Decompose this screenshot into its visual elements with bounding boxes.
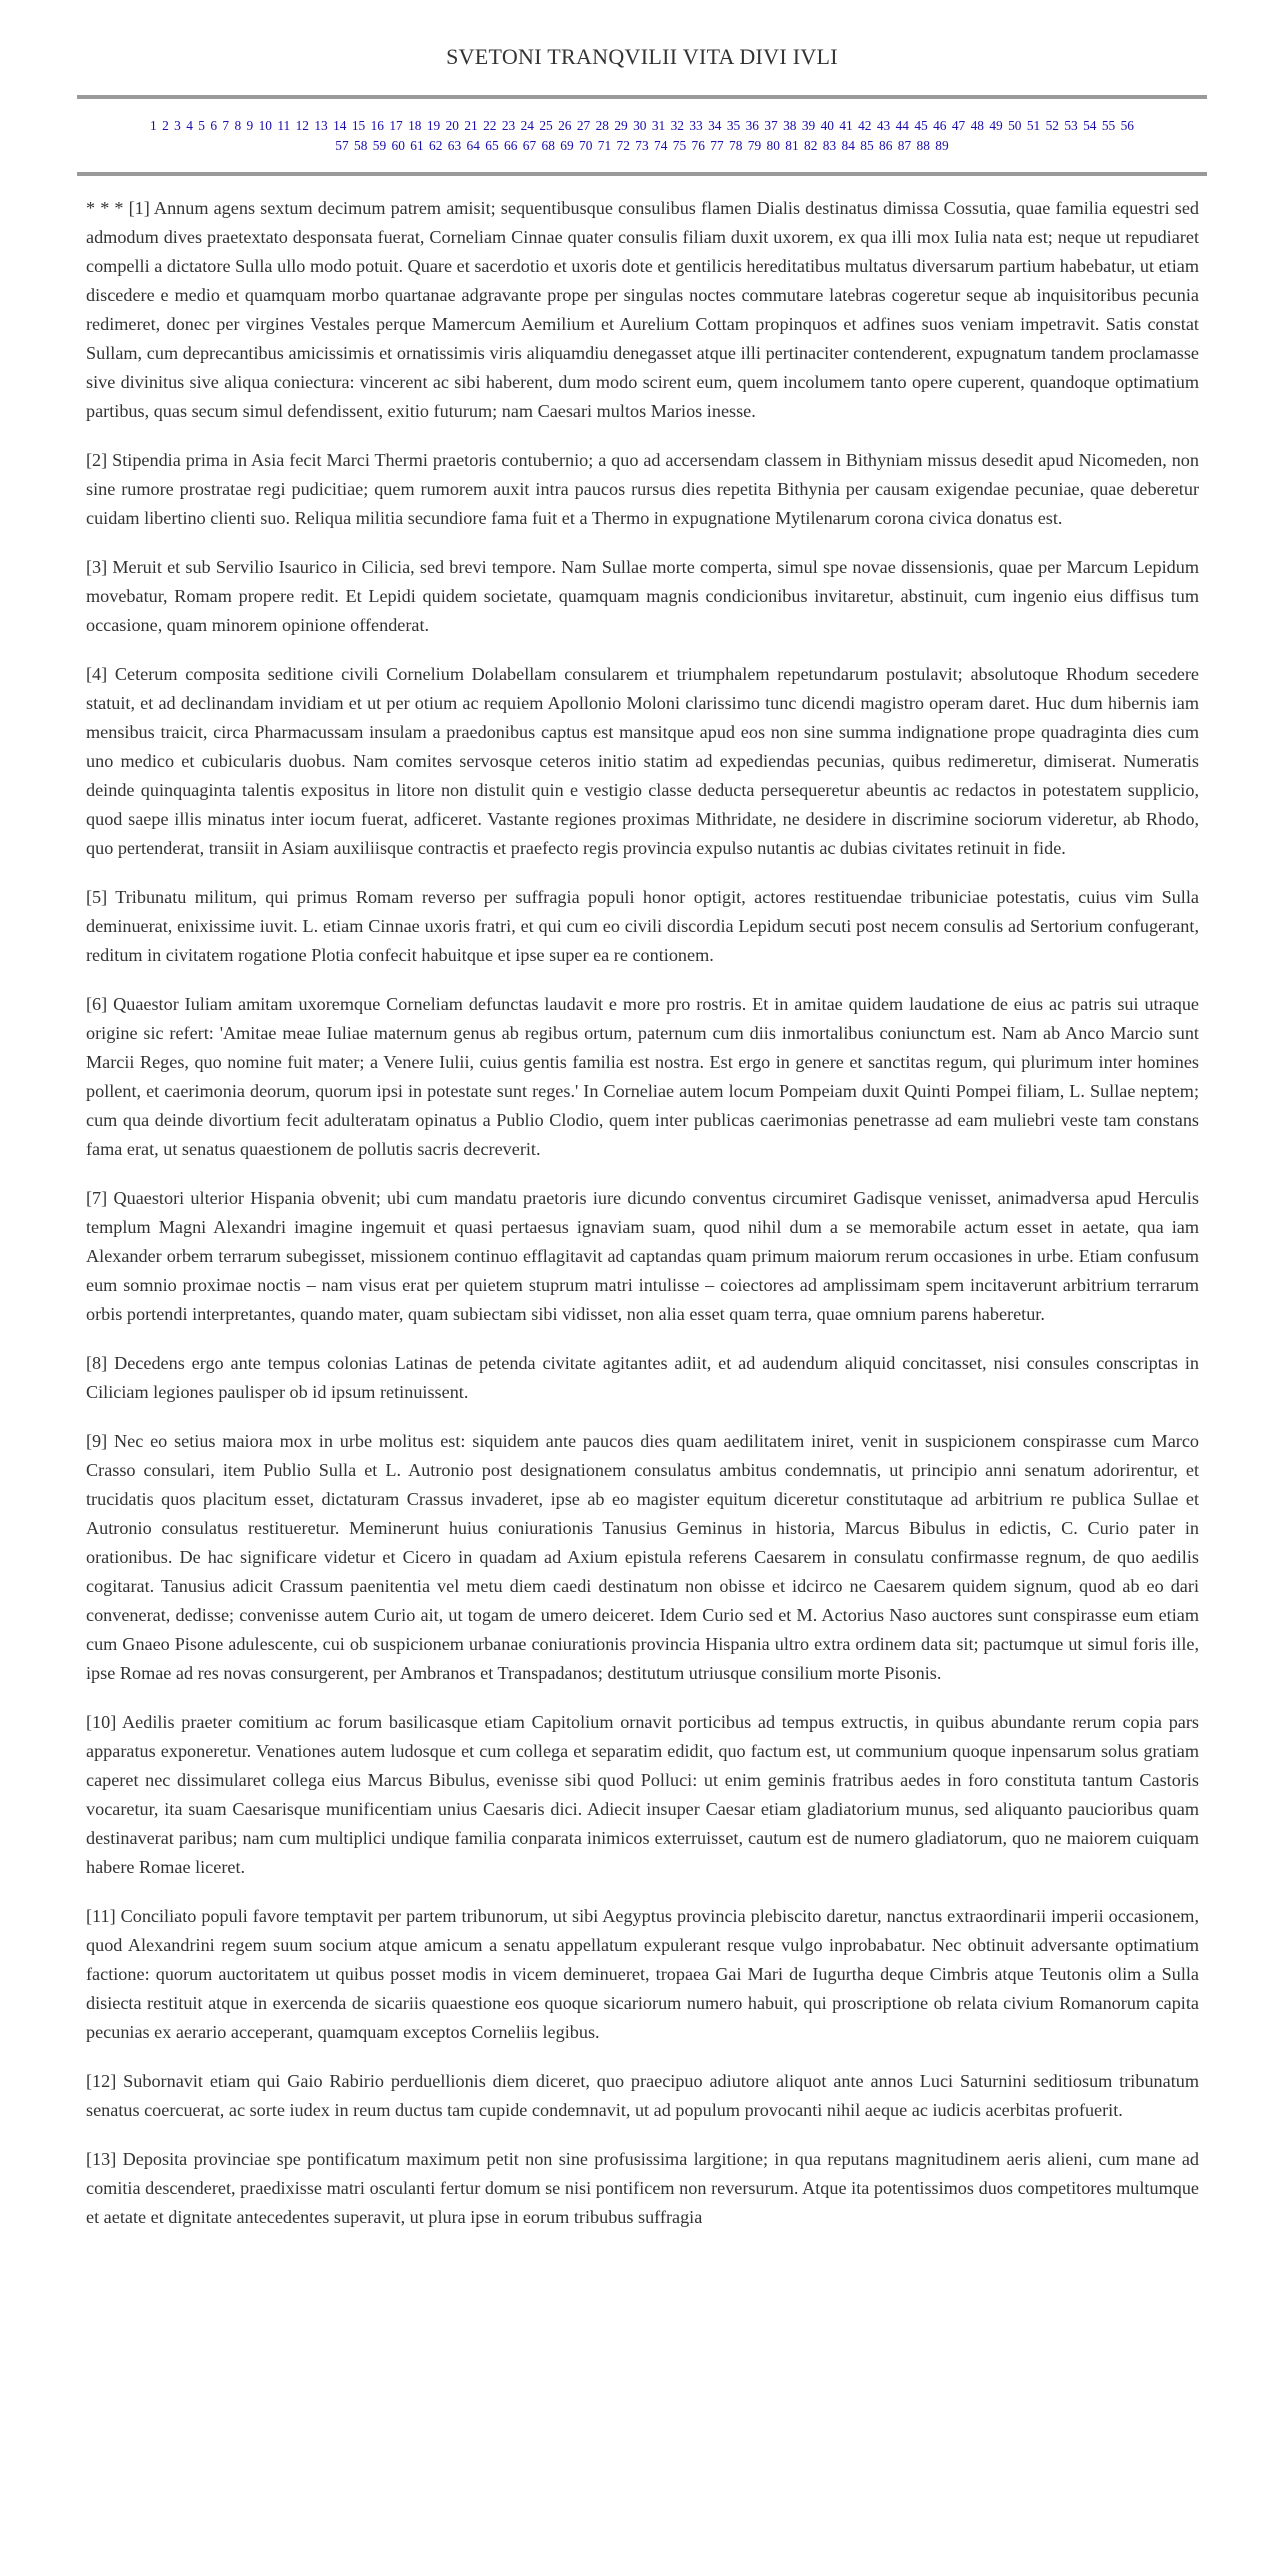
- chapter-paragraph-8: [8] Decedens ergo ante tempus colonias Latinas de petenda civitate agitantes adiit, et ad audendum aliquid concitasset, nisi consules conscriptas in Ciliciam legiones paulisper ob id ipsum retinuissent.: [86, 1353, 1199, 1402]
- chapter-link-31[interactable]: 31: [651, 118, 666, 133]
- chapter-link-13[interactable]: 13: [314, 118, 328, 133]
- bottom-divider: [77, 172, 1207, 176]
- chapter-link-18[interactable]: 18: [408, 118, 422, 133]
- chapter-link-81[interactable]: 81: [785, 138, 799, 153]
- chapter-link-1[interactable]: 1: [150, 118, 157, 133]
- chapter-paragraph-1: * * * [1] Annum agens sextum decimum patrem amisit; sequentibusque consulibus flamen Dialis destinatus dimissa Cossutia, quae familia equestri sed admodum dives praetextato desponsata fuerat, Corneliam Cinnae quater consulis filiam duxit uxorem, ex qua illi mox Iulia nata est; neque ut repudiaret compelli a dictatore Sulla ullo modo potuit. Quare et sacerdotio et uxoris dote et gentilicis hereditatibus multatus diversarum partium habebatur, ut etiam discedere e medio et quamquam morbo quartanae adgravante prope per singulas noctes commutare latebras cogeretur seque ab inquisitoribus pecunia redimeret, donec per virgines Vestales perque Mamercum Aemilium et Aurelium Cottam propinquos et adfines suos veniam impetravit. Satis constat Sullam, cum deprecantibus amicissimis et ornatissimis viris aliquamdiu denegasset atque illi pertinaciter contenderent, expugnatum tandem proclamasse sive divinitus sive aliqua coniectura: vincerent ac sibi haberent, dum modo scirent eum, quem incolumem tanto opere cuperent, quandoque optimatium partibus, quas secum simul defendissent, exitio futurum; nam Caesari multos Marios inesse.: [86, 198, 1199, 421]
- chapter-link-60[interactable]: 60: [391, 138, 405, 153]
- chapter-link-8[interactable]: 8: [234, 118, 242, 133]
- chapter-link-69[interactable]: 69: [560, 138, 574, 153]
- chapter-link-48[interactable]: 48: [970, 118, 984, 133]
- chapter-link-64[interactable]: 64: [466, 138, 480, 153]
- chapter-link-46[interactable]: 46: [933, 118, 947, 133]
- chapter-link-41[interactable]: 41: [839, 118, 853, 133]
- chapter-link-20[interactable]: 20: [445, 118, 459, 133]
- chapter-link-19[interactable]: 19: [426, 118, 441, 133]
- chapter-link-84[interactable]: 84: [841, 138, 855, 153]
- chapter-link-61[interactable]: 61: [410, 138, 424, 153]
- chapter-link-3[interactable]: 3: [174, 118, 181, 133]
- chapter-paragraph-12: [12] Subornavit etiam qui Gaio Rabirio perduellionis diem diceret, quo praecipuo adiutore aliquot ante annos Luci Saturnini seditiosum tribunatum senatus coercuerat, ac sorte iudex in reum ductus tam cupide condemnavit, ut ad populum provocanti nihil aeque ac iudicis acerbitas profuerit.: [86, 2071, 1199, 2120]
- chapter-link-2[interactable]: 2: [162, 118, 169, 133]
- chapter-link-86[interactable]: 86: [879, 138, 893, 153]
- chapter-link-14[interactable]: 14: [333, 118, 347, 133]
- chapter-link-22[interactable]: 22: [483, 118, 497, 133]
- chapter-link-45[interactable]: 45: [914, 118, 928, 133]
- chapter-link-23[interactable]: 23: [501, 118, 516, 133]
- chapter-link-56[interactable]: 56: [1120, 118, 1134, 133]
- chapter-paragraph-7: [7] Quaestori ulterior Hispania obvenit; ubi cum mandatu praetoris iure dicundo conventus circumiret Gadisque venisset, animadversa apud Herculis templum Magni Alexandri imagine ingemuit et quasi pertaesus ignaviam suam, quod nihil dum a se memorabile actum esset in aetate, qua iam Alexander orbem terrarum subegisset, missionem continuo efflagitavit ad captandas quam primum maiorum rerum occasiones in urbe. Etiam confusum eum somnio proximae noctis – nam visus erat per quietem stuprum matri intulisse – coiectores ad amplissimam spem incitaverunt arbitrium terrarum orbis portendi interpretantes, quando mater, quam subiectam sibi vidisset, non alia esset quam terra, quae omnium parens haberetur.: [86, 1188, 1199, 1324]
- chapter-link-63[interactable]: 63: [447, 138, 462, 153]
- chapter-nav-row: [77, 136, 1207, 156]
- chapter-link-6[interactable]: 6: [210, 118, 218, 133]
- chapter-link-85[interactable]: 85: [860, 138, 874, 153]
- chapter-link-59[interactable]: 59: [372, 138, 387, 153]
- chapter-link-71[interactable]: 71: [597, 138, 612, 153]
- chapter-link-29[interactable]: 29: [614, 118, 628, 133]
- chapter-link-70[interactable]: 70: [579, 138, 593, 153]
- chapter-link-27[interactable]: 27: [576, 118, 591, 133]
- chapter-nav-row: [77, 116, 1207, 136]
- chapter-link-58[interactable]: 58: [354, 138, 368, 153]
- chapter-link-33[interactable]: 33: [689, 118, 703, 133]
- chapter-navigation: [77, 116, 1207, 156]
- chapter-link-75[interactable]: 75: [672, 138, 687, 153]
- chapter-link-49[interactable]: 49: [989, 118, 1003, 133]
- chapter-link-12[interactable]: 12: [295, 118, 309, 133]
- top-divider: [77, 95, 1207, 99]
- chapter-link-83[interactable]: 83: [822, 138, 837, 153]
- chapter-link-55[interactable]: 55: [1101, 118, 1116, 133]
- chapter-paragraph-3: [3] Meruit et sub Servilio Isaurico in Cilicia, sed brevi tempore. Nam Sullae morte comperta, simul spe novae dissensionis, quae per Marcum Lepidum movebatur, Romam propere redit. Et Lepidi quidem societate, quamquam magnis condicionibus invitaretur, abstinuit, cum ingenio eius diffisus tum occasione, quam minorem opinione offenderat.: [86, 557, 1199, 635]
- chapter-link-76[interactable]: 76: [691, 138, 705, 153]
- chapter-link-43[interactable]: 43: [876, 118, 891, 133]
- chapter-link-65[interactable]: 65: [485, 138, 499, 153]
- chapter-link-17[interactable]: 17: [389, 118, 403, 133]
- chapter-link-11[interactable]: 11: [277, 118, 291, 133]
- chapter-link-38[interactable]: 38: [783, 118, 797, 133]
- chapter-link-53[interactable]: 53: [1064, 118, 1078, 133]
- chapter-link-7[interactable]: 7: [222, 118, 230, 133]
- chapter-paragraph-13: [13] Deposita provinciae spe pontificatum maximum petit non sine profusissima largitione; in qua reputans magnitudinem aeris alieni, cum mane ad comitia descenderet, praedixisse matri osculanti fertur domum se nisi pontificem non reversurum. Atque ita potentissimos duos competitores multumque et aetate et dignitate antecedentes superavit, ut plura ipse in eorum tribubus suffragia: [86, 2149, 1199, 2227]
- chapter-link-72[interactable]: 72: [616, 138, 630, 153]
- chapter-link-50[interactable]: 50: [1008, 118, 1022, 133]
- chapter-link-66[interactable]: 66: [504, 138, 518, 153]
- chapter-link-40[interactable]: 40: [820, 118, 834, 133]
- chapter-link-5[interactable]: 5: [198, 118, 205, 133]
- chapter-link-88[interactable]: 88: [916, 138, 930, 153]
- chapter-link-16[interactable]: 16: [370, 118, 384, 133]
- chapter-link-34[interactable]: 34: [708, 118, 722, 133]
- chapter-paragraph-6: [6] Quaestor Iuliam amitam uxoremque Corneliam defunctas laudavit e more pro rostris. Et in amitae quidem laudatione de eius ac patris sui utraque origine sic refert: 'Amitae meae Iuliae maternum genus ab regibus ortum, paternum cum diis inmortalibus coniunctum est. Nam ab Anco Marcio sunt Marcii Reges, quo nomine fuit mater; a Venere Iulii, cuius gentis familia est nostra. Est ergo in genere et sanctitas regum, qui plurimum inter homines pollent, et caerimonia deorum, quorum ipsi in potestate sunt reges.' In Corneliae autem locum Pompeiam duxit Quinti Pompei filiam, L. Sullae neptem; cum qua deinde divortium fecit adulteratam opinatus a Publio Clodio, quem inter publicas caerimonias penetrasse ad eam muliebri veste tam constans fama erat, ut senatus quaestionem de pollutis sacris decreverit.: [86, 994, 1199, 1159]
- chapter-link-25[interactable]: 25: [539, 118, 553, 133]
- chapter-link-67[interactable]: 67: [522, 138, 537, 153]
- chapter-paragraph-10: [10] Aedilis praeter comitium ac forum basilicasque etiam Capitolium ornavit porticibus ad tempus extructis, in quibus abundante rerum copia pars apparatus exponeretur. Venationes autem ludosque et cum collega et separatim edidit, quo factum est, ut communium quoque inpensarum solus gratiam caperet nec dissimularet collega eius Marcus Bibulus, evenisse sibi quod Polluci: ut enim geminis fratribus aedes in foro constituta tantum Castoris vocaretur, ita suam Caesarisque munificentiam unius Caesaris dici. Adiecit insuper Caesar etiam gladiatorium munus, sed aliquanto paucioribus quam destinaverat paribus; nam cum multiplici undique familia conparata inimicos exterruisset, cautum est de numero gladiatorum, quo ne maiorem cuiquam habere Romae liceret.: [86, 1712, 1199, 1877]
- chapter-link-62[interactable]: 62: [429, 138, 443, 153]
- chapter-link-57[interactable]: 57: [335, 138, 349, 153]
- text-body: [86, 194, 1199, 2252]
- chapter-link-74[interactable]: 74: [654, 138, 668, 153]
- chapter-link-51[interactable]: 51: [1026, 118, 1041, 133]
- chapter-link-28[interactable]: 28: [595, 118, 609, 133]
- chapter-link-15[interactable]: 15: [351, 118, 366, 133]
- chapter-link-9[interactable]: 9: [246, 118, 254, 133]
- chapter-link-26[interactable]: 26: [558, 118, 572, 133]
- chapter-link-87[interactable]: 87: [897, 138, 912, 153]
- chapter-link-80[interactable]: 80: [766, 138, 780, 153]
- chapter-link-77[interactable]: 77: [710, 138, 724, 153]
- chapter-link-42[interactable]: 42: [858, 118, 872, 133]
- chapter-link-78[interactable]: 78: [729, 138, 743, 153]
- chapter-link-32[interactable]: 32: [670, 118, 684, 133]
- chapter-link-21[interactable]: 21: [464, 118, 478, 133]
- chapter-link-82[interactable]: 82: [804, 138, 818, 153]
- chapter-link-79[interactable]: 79: [747, 138, 762, 153]
- chapter-link-73[interactable]: 73: [635, 138, 649, 153]
- page-title: SVETONI TRANQVILII VITA DIVI IVLI: [446, 44, 838, 69]
- chapter-link-37[interactable]: 37: [764, 118, 778, 133]
- chapter-link-52[interactable]: 52: [1045, 118, 1059, 133]
- chapter-link-30[interactable]: 30: [633, 118, 647, 133]
- chapter-link-10[interactable]: 10: [258, 118, 272, 133]
- chapter-link-36[interactable]: 36: [745, 118, 759, 133]
- chapter-paragraph-4: [4] Ceterum composita seditione civili Cornelium Dolabellam consularem et triumphalem repetundarum postulavit; absolutoque Rhodum secedere statuit, et ad declinandam invidiam et ut per otium ac requiem Apollonio Moloni clarissimo tunc dicendi magistro operam daret. Huc dum hibernis iam mensibus traicit, circa Pharmacussam insulam a praedonibus captus est mansitque apud eos non sine summa indignatione prope quadraginta dies cum uno medico et cubicularis duobus. Nam comites servosque ceteros initio statim ad expediendas pecunias, quibus redimeretur, dimiserat. Numeratis deinde quinquaginta talentis expositus in litore non distulit quin e vestigio classe deducta persequeretur abeuntis ac redactos in potestatem supplicio, quod saepe illis minatus inter iocum fuerat, adficeret. Vastante regiones proximas Mithridate, ne desidere in discrimine sociorum videretur, ab Rhodo, quo pertenderat, transiit in Asiam auxiliisque contractis et praefecto regis provincia expulso nutantis ac dubias civitates retinuit in fide.: [86, 664, 1199, 858]
- chapter-link-89[interactable]: 89: [935, 138, 949, 153]
- chapter-link-68[interactable]: 68: [541, 138, 555, 153]
- chapter-paragraph-2: [2] Stipendia prima in Asia fecit Marci Thermi praetoris contubernio; a quo ad accersendam classem in Bithyniam missus desedit apud Nicomeden, non sine rumore prostratae regi pudicitiae; quem rumorem auxit intra paucos rursus dies repetita Bithynia per causam exigendae pecuniae, quae deberetur cuidam libertino clienti suo. Reliqua militia secundiore fama fuit et a Thermo in expugnatione Mytilenarum corona civica donatus est.: [86, 450, 1199, 528]
- chapter-link-35[interactable]: 35: [726, 118, 741, 133]
- chapter-paragraph-11: [11] Conciliato populi favore temptavit per partem tribunorum, ut sibi Aegyptus provincia plebiscito daretur, nanctus extraordinarii imperii occasionem, quod Alexandrini regem suum socium atque amicum a senatu appellatum expulerant resque vulgo inprobabatur. Nec obtinuit adversante optimatium factione: quorum auctoritatem ut quibus posset modis in vicem deminueret, tropaea Gai Mari de Iugurtha deque Cimbris atque Teutonis olim a Sulla disiecta restituit atque in exercenda de sicariis quaestione eos quoque sicariorum numero habuit, qui proscriptione ob relata civium Romanorum capita pecunias ex aerario acceperant, quamquam exceptos Corneliis legibus.: [86, 1906, 1199, 2042]
- chapter-link-4[interactable]: 4: [186, 118, 193, 133]
- chapter-paragraph-9: [9] Nec eo setius maiora mox in urbe molitus est: siquidem ante paucos dies quam aedilitatem iniret, venit in suspicionem conspirasse cum Marco Crasso consulari, item Publio Sulla et L. Autronio post designationem consulatus ambitus condemnatis, ut principio anni senatum adorirentur, et trucidatis quos placitum esset, dictaturam Crassus invaderet, ipse ab eo magister equitum diceretur constitutaque ad arbitrium re publica Sullae et Autronio consulatus restitueretur. Meminerunt huius coniurationis Tanusius Geminus in historia, Marcus Bibulus in edictis, C. Curio pater in orationibus. De hac significare videtur et Cicero in quadam ad Axium epistula referens Caesarem in consulatu confirmasse regnum, de quo aedilis cogitarat. Tanusius adicit Crassum paenitentia vel metu diem caedi destinatum non obisse et idcirco ne Caesarem quidem signum, quod ab eo dari convenerat, dedisse; convenisse autem Curio ait, ut togam de umero deiceret. Idem Curio sed et M. Actorius Naso auctores sunt conspirasse eum etiam cum Gnaeo Pisone adulescente, cui ob suspicionem urbanae coniurationis provincia Hispania ultro extra ordinem data sit; pactumque ut simul foris ille, ipse Romae ad res novas consurgerent, per Ambranos et Transpadanos; destitutum utriusque consilium morte Pisonis.: [86, 1431, 1199, 1683]
- chapter-paragraph-5: [5] Tribunatu militum, qui primus Romam reverso per suffragia populi honor optigit, actores restituendae tribuniciae potestatis, cuius vim Sulla deminuerat, enixissime iuvit. L. etiam Cinnae uxoris fratri, et qui cum eo civili discordia Lepidum secuti post necem consulis ad Sertorium confugerant, reditum in civitatem rogatione Plotia confecit habuitque et ipse super ea re contionem.: [86, 887, 1199, 965]
- chapter-link-39[interactable]: 39: [801, 118, 816, 133]
- chapter-link-24[interactable]: 24: [520, 118, 534, 133]
- chapter-link-54[interactable]: 54: [1083, 118, 1097, 133]
- chapter-link-44[interactable]: 44: [895, 118, 909, 133]
- chapter-link-47[interactable]: 47: [951, 118, 966, 133]
